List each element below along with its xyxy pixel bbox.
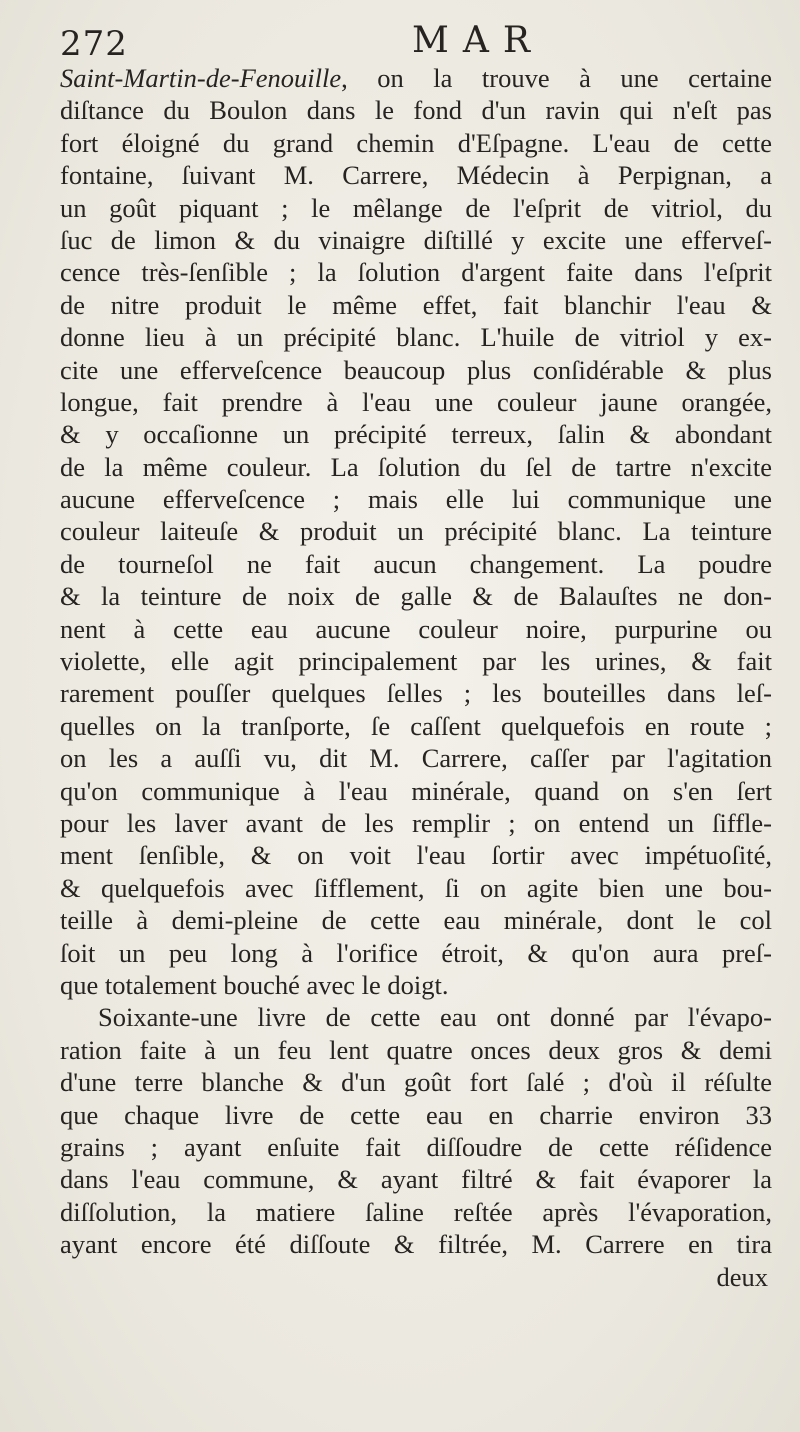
text-line: aucune efferveſcence ; mais elle lui communique une bbox=[60, 484, 772, 515]
text-line: qu'on communique à l'eau minérale, quand on s'en ſert bbox=[60, 775, 772, 806]
text-line: & la teinture de noix de galle & de Balauſtes ne don- bbox=[60, 581, 772, 612]
text-line: ſuc de limon & du vinaigre diſtillé y excite une efferveſ- bbox=[60, 224, 772, 255]
text-line: ment ſenſible, & on voit l'eau ſortir avec impétuoſité, bbox=[60, 840, 772, 871]
catchword-text: deux bbox=[716, 1262, 768, 1293]
text-line: un goût piquant ; le mêlange de l'eſprit de vitriol, du bbox=[60, 192, 772, 223]
text-line: quelles on la tranſporte, ſe caſſent quelquefois en route ; bbox=[60, 710, 772, 741]
text-line: nent à cette eau aucune couleur noire, purpurine ou bbox=[60, 613, 772, 644]
place-name-italic: Saint-Martin-de-Fenouille bbox=[60, 63, 342, 93]
page-number: 272 bbox=[60, 24, 128, 64]
text-line: teille à demi-pleine de cette eau minérale, dont le col bbox=[60, 905, 772, 936]
body-text bbox=[60, 62, 772, 1260]
running-head-word: MAR bbox=[412, 20, 544, 61]
text-line: diſſolution, la matiere ſaline reſtée après l'évaporation, bbox=[60, 1196, 772, 1227]
text-line: couleur laiteuſe & produit un précipité blanc. La teinture bbox=[60, 516, 772, 547]
text-line: dans l'eau commune, & ayant filtré & fait évaporer la bbox=[60, 1164, 772, 1195]
text-line: rarement pouſſer quelques ſelles ; les bouteilles dans leſ- bbox=[60, 678, 772, 709]
text-line: donne lieu à un précipité blanc. L'huile de vitriol y ex- bbox=[60, 322, 772, 353]
catchword bbox=[60, 1260, 772, 1294]
text-line: ſoit un peu long à l'orifice étroit, & qu'on aura preſ- bbox=[60, 937, 772, 968]
text-line: diſtance du Boulon dans le fond d'un ravin qui n'eſt pas bbox=[60, 95, 772, 126]
text-line: longue, fait prendre à l'eau une couleur jaune orangée, bbox=[60, 386, 772, 417]
text-line: ration faite à un feu lent quatre onces deux gros & demi bbox=[60, 1034, 772, 1065]
running-head bbox=[60, 10, 772, 62]
text-line: on les a auſſi vu, dit M. Carrere, caſſer par l'agitation bbox=[60, 743, 772, 774]
text-line: que chaque livre de cette eau en charrie environ 33 bbox=[60, 1099, 772, 1130]
text-line: cence très-ſenſible ; la ſolution d'argent faite dans l'eſprit bbox=[60, 257, 772, 288]
text-line: pour les laver avant de les remplir ; on entend un ſiffle- bbox=[60, 807, 772, 838]
text-line: ayant encore été diſſoute & filtrée, M. Carrere en tira bbox=[60, 1229, 772, 1260]
text-line: & y occaſionne un précipité terreux, ſalin & abondant bbox=[60, 419, 772, 450]
text-line: & quelquefois avec ſifflement, ſi on agite bien une bou- bbox=[60, 872, 772, 903]
text-line: violette, elle agit principalement par les urines, & fait bbox=[60, 646, 772, 677]
text-line: fontaine, ſuivant M. Carrere, Médecin à Perpignan, a bbox=[60, 160, 772, 191]
text-line: Soixante-une livre de cette eau ont donné par l'évapo- bbox=[98, 1002, 772, 1033]
text-line: de nitre produit le même effet, fait blanchir l'eau & bbox=[60, 289, 772, 320]
text-line: fort éloigné du grand chemin d'Eſpagne. L'eau de cette bbox=[60, 127, 772, 158]
text-line: de la même couleur. La ſolution du ſel de tartre n'excite bbox=[60, 451, 772, 482]
text-line: que totalement bouché avec le doigt. bbox=[60, 969, 449, 1000]
text-line: de tourneſol ne fait aucun changement. La poudre bbox=[60, 548, 772, 579]
text-line: d'une terre blanche & d'un goût fort ſalé ; d'où il réſulte bbox=[60, 1067, 772, 1098]
text-line: cite une efferveſcence beaucoup plus conſidérable & plus bbox=[60, 354, 772, 385]
text-line: grains ; ayant enſuite fait diſſoudre de cette réſidence bbox=[60, 1131, 772, 1162]
text-line: Saint-Martin-de-Fenouille, on la trouve à une certaine bbox=[60, 63, 772, 93]
